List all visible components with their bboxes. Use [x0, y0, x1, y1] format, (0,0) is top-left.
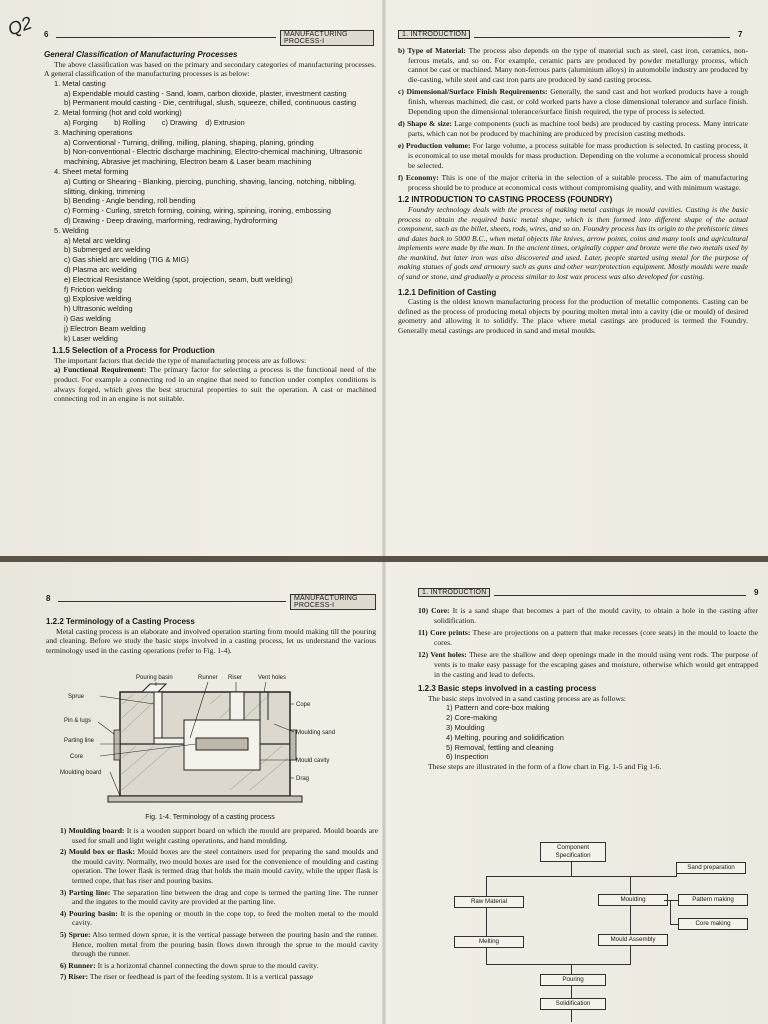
term-label: 2) Mould box or flask:	[60, 847, 135, 857]
term-label: 5) Sprue:	[60, 929, 91, 939]
factor-text: The process also depends on the type of material such as steel, cast iron, ceramics, non-ferrous metals, and so on. For example, ceramic parts are produced by powder metallurgy process, which cannot be cast or machined. Many non-ferrous parts (aluminium alloys) in automobile industry are produced by die-casting, while steel and cast iron parts are produced by sand casting process.	[408, 46, 749, 84]
casting-terminology-figure	[60, 674, 360, 814]
header-rule	[494, 595, 746, 596]
label-sprue: Sprue	[68, 694, 85, 700]
label-moulding-sand: Moulding sand	[296, 730, 336, 736]
list-item: a) Cutting or Shearing - Blanking, piercing, punching, shaving, lancing, notching, nibbling, slitting, dinking, trimming	[64, 176, 357, 196]
step-item: 4) Melting, pouring and solidification	[446, 732, 564, 742]
fc-mould-assembly: Mould Assembly	[598, 934, 668, 946]
section-heading: 1.2.2 Terminology of a Casting Process	[46, 617, 195, 626]
fc-connector	[486, 876, 487, 896]
fc-connector	[486, 908, 487, 936]
list-item: f) Friction welding	[64, 284, 122, 294]
list-item: 5. Welding	[54, 225, 89, 235]
label-mould-cavity: Mould cavity	[296, 758, 330, 764]
label-vent-holes: Vent holes	[258, 675, 287, 681]
fc-connector	[571, 862, 572, 876]
header-rule	[56, 37, 276, 38]
list-item: h) Ultrasonic welding	[64, 304, 133, 314]
list-item: k) Laser welding	[64, 333, 118, 343]
intro-paragraph: Metal casting process is an elaborate and involved operation starting from mould making till the pouring and cleaning. Before we study the basic steps involved in a casting process, let us understand the various terminology used in the casting operations (refer to Fig. 1-4).	[46, 626, 376, 655]
term-text: These are the shallow and deep openings made in the mould using vent rods. The purpose of vents is to make easy passage for the escaping gases and moisture, otherwise which would get entrapped in the casting and lead to defects.	[434, 650, 758, 679]
factor-label: c) Dimensional/Surface Finish Requirements:	[398, 87, 548, 97]
factor-text: For large volume, a process suitable for mass production is selected. In casting process, it is economical to use metal moulds for mass production. Depending on the volume a economical process should be selected.	[408, 141, 748, 170]
label-pouring-basin: Pouring basin	[136, 675, 173, 681]
fc-solidification: Solidification	[540, 998, 606, 1010]
fc-connector	[630, 876, 631, 896]
casting-flowchart	[444, 838, 764, 1024]
label-parting-line: Parting line	[64, 738, 95, 744]
header-rule	[58, 601, 286, 602]
list-item: i) Gas welding	[64, 313, 111, 323]
factor-label: b) Type of Material:	[398, 46, 466, 55]
label-riser: Riser	[228, 675, 243, 681]
chapter-tag: 1. INTRODUCTION	[418, 588, 490, 597]
page-6	[0, 0, 384, 556]
fc-connector	[571, 1010, 572, 1022]
term-label: 11) Core prints:	[418, 628, 471, 638]
figure-caption: Fig. 1-4. Terminology of a casting process	[145, 814, 275, 821]
subsection-heading: 1.2.1 Definition of Casting	[398, 287, 497, 297]
steps-intro: The basic steps involved in a sand casting process are as follows:	[428, 693, 627, 703]
page-number: 6	[44, 30, 49, 39]
chapter-tag: 1. INTRODUCTION	[398, 30, 470, 39]
list-item: a) Conventional - Turning, drilling, milling, planing, shaping, planing, grinding	[64, 137, 314, 147]
section-heading: 1.2.3 Basic steps involved in a casting process	[418, 684, 597, 694]
factor-text: Large components (such as machine tool beds) are produced by casting process. Many intricate parts, which can not be produced by machining are produced by precision casting methods.	[408, 119, 749, 138]
factor-text: The primary factor for selecting a process is the functional need of the product. For example a connecting rod in an engine that need to function under complex conditions is always forged, which gives the best structural properties to suit the operation. A cast or machined connecting rod in an engine is not suitable.	[54, 365, 376, 404]
fc-pouring: Pouring	[540, 974, 606, 986]
label-pin-lugs: Pin & lugs	[64, 718, 92, 724]
term-label: 1) Moulding board:	[60, 826, 125, 835]
list-item: a) Expendable mould casting - Sand, loam, carbon dioxide, plaster, investment casting	[64, 88, 347, 98]
chapter-tag: MANUFACTURING PROCESS-I	[280, 30, 374, 46]
moulding-board-shape	[108, 796, 302, 802]
term-paragraph	[60, 847, 378, 885]
list-item: c) Forming - Curling, stretch forming, coining, wiring, spinning, ironing, embossing	[64, 206, 331, 216]
fc-connector	[670, 900, 671, 924]
term-label: 6) Runner:	[60, 960, 96, 970]
term-label: 10) Core:	[418, 606, 450, 615]
label-core: Core	[70, 754, 84, 760]
steps-list	[418, 703, 758, 762]
page-6-body	[44, 50, 376, 404]
handwritten-mark: Q2	[5, 12, 35, 40]
fc-connector	[486, 964, 631, 965]
fc-pattern-making: Pattern making	[678, 894, 748, 906]
page-number: 9	[754, 588, 759, 597]
page-8-terms	[60, 826, 378, 984]
page-7	[384, 0, 768, 556]
chapter-tag: MANUFACTURING PROCESS-I	[290, 594, 376, 610]
list-item: b) Non-conventional - Electric discharge machining, Electro-chemical machining, Ultrasonic machining, Abrasive jet machining, Electron beam & Laser beam machining	[64, 147, 363, 167]
page-number: 8	[46, 594, 51, 603]
subsection-heading: 1.1.5 Selection of a Process for Production	[52, 346, 215, 356]
list-item: d) Plasma arc welding	[64, 264, 137, 274]
fc-connector	[486, 876, 676, 877]
factor-paragraph	[398, 46, 748, 84]
term-text: The separation line between the drag and cope is termed the parting line. The runner and the ingates to the mould cavity are provided at the parting line.	[72, 887, 379, 907]
fc-connector	[630, 906, 631, 936]
fc-melting: Melting	[454, 936, 524, 948]
factor-paragraph	[398, 173, 748, 192]
section-heading: 1.2 INTRODUCTION TO CASTING PROCESS (FOUNDRY)	[398, 195, 613, 205]
list-item: 4. Sheet metal forming	[54, 166, 129, 176]
pin-lug-shape	[114, 730, 120, 760]
fc-moulding: Moulding	[598, 894, 668, 906]
sprue-shape	[154, 692, 162, 744]
term-paragraph	[418, 606, 758, 625]
list-item: b) Permanent mould casting - Die, centrifugal, slush, squeeze, chilled, continuous casting	[64, 98, 357, 108]
term-text: Also termed down sprue, it is the vertical passage between the pouring basin and the runner. Hence, molten metal from the pouring basin flows down through the sprue to the mould cavity through the runner.	[72, 929, 378, 959]
factor-paragraph	[44, 365, 376, 403]
term-label: 4) Pouring basin:	[60, 908, 118, 918]
factor-label: e) Production volume:	[398, 141, 471, 151]
fc-connector	[486, 948, 487, 964]
list-item: d) Drawing - Deep drawing, marforming, redrawing, hydroforming	[64, 215, 278, 225]
fc-connector	[670, 924, 678, 925]
term-paragraph	[60, 972, 378, 982]
term-text: It is the opening or mouth in the cope top, to feed the molten metal to the mould cavity.	[72, 908, 378, 928]
fc-connector	[571, 986, 572, 998]
page-8-body	[46, 614, 376, 655]
term-text: Mould boxes are the steel containers used for preparing the sand moulds and the mould cavity. Normally, two mould boxes are used for the convenience of moulding and casting operation. The lower flask is termed drag that holds the main mould cavity, while the upper flask is termed cope, that has riser and pouring basins.	[72, 847, 378, 885]
step-item: 5) Removal, fettling and cleaning	[446, 742, 554, 752]
term-text: The riser or feedhead is part of the feeding system. It is a vertical passage	[89, 972, 314, 982]
label-drag: Drag	[296, 776, 310, 782]
factor-label: a) Functional Requirement:	[54, 365, 147, 375]
step-item: 2) Core-making	[446, 713, 497, 723]
step-item: 6) Inspection	[446, 752, 489, 762]
term-paragraph	[60, 930, 378, 959]
term-paragraph	[60, 826, 378, 845]
list-item: j) Electron Beam welding	[64, 323, 146, 333]
term-label: 3) Parting line:	[60, 887, 111, 897]
list-item: b) Submerged arc welding	[64, 245, 151, 255]
factor-text: Generally, the sand cast and hot worked products have a rough finish, whereas machined, die cast, or cold worked parts have a close dimensional tolerance and surface finish. Depending upon the dimensional tolerance/surface finish required, the type of process is selected.	[408, 87, 748, 116]
page-header	[398, 28, 748, 42]
factor-text: This is one of the major criteria in the selection of a suitable process. The aim of manufacturing process should be to produce at economical costs without compromising quality, and with minimum wastage.	[408, 173, 748, 192]
page-8	[0, 562, 384, 1024]
factor-paragraph	[398, 119, 748, 138]
term-paragraph	[418, 628, 758, 647]
page-7-body	[398, 46, 748, 336]
pouring-basin-shape	[142, 684, 166, 692]
label-moulding-board: Moulding board	[60, 770, 102, 776]
step-item: 3) Moulding	[446, 722, 485, 732]
bottom-spread	[0, 562, 768, 1024]
term-paragraph	[60, 888, 378, 907]
definition-paragraph: Casting is the oldest known manufacturing process for the production of metallic components. Casting can be defined as the process of producing metal objects by pouring molten metal into a cavity (die or mould) of desired geometry and allowing it to solidify. The place where metal castings are produced is termed the Foundry. Generally metal castings are produced in sand and metal moulds.	[398, 297, 748, 336]
list-item: g) Explosive welding	[64, 294, 132, 304]
page-9-body	[418, 606, 758, 772]
list-item: 1. Metal casting	[54, 78, 106, 88]
page-header	[44, 28, 374, 45]
term-paragraph	[418, 650, 758, 679]
term-paragraph	[60, 961, 378, 971]
factor-label: d) Shape & size:	[398, 119, 452, 129]
fc-connector	[571, 964, 572, 974]
label-cope: Cope	[296, 702, 311, 708]
fc-sand-preparation: Sand preparation	[676, 862, 746, 874]
factor-paragraph	[398, 87, 748, 116]
fc-connector	[664, 900, 678, 901]
fc-component-spec: Component Specification	[540, 842, 606, 862]
list-item: e) Electrical Resistance Welding (spot, projection, seam, butt welding)	[64, 274, 293, 284]
list-item: 2. Metal forming (hot and cold working)	[54, 108, 182, 118]
fc-connector	[630, 946, 631, 964]
list-item: a) Metal arc welding	[64, 235, 131, 245]
list-item: 3. Machining operations	[54, 127, 133, 137]
term-paragraph	[60, 909, 378, 928]
page-number: 7	[738, 30, 743, 39]
term-text: These are projections on a pattern that make recesses (core seats) in the mould to loacte the cores.	[434, 628, 759, 647]
section-paragraph: Foundry technology deals with the process of making metal castings in mould cavities. Casting is the basic process to obtain the required basic metal shape, which is then formed into different shape of the actual component, such as the billet, sheets, rods, wires, and so on. Foundry process has its origin to the prehistoric times and dates back to 5000 B.C., when metal objects like knives, arrow points, coins and many tools and agricultural implements were made by the man. In the ancient times, originally copper and bronze were the two metals used by the mankind, but later iron was also discovered and used. Later, people started using metal for the purpose of making statues of gods and armoury such as guns and other war/protection equipment. Mostly moulds were made of sand or stone, and gradually a process similar to lost wax process was also developed for casting.	[398, 204, 748, 282]
term-label: 12) Vent holes:	[418, 650, 467, 660]
classification-list	[44, 79, 376, 344]
label-runner: Runner	[198, 675, 218, 681]
fc-raw-material: Raw Material	[454, 896, 524, 908]
intro-paragraph: The above classification was based on the primary and secondary categories of manufacturing processes. A general classification of the manufacturing processes is as below:	[44, 59, 376, 79]
factor-paragraph	[398, 141, 748, 170]
list-item: a) Forging b) Rolling c) Drawing d) Extrusion	[64, 117, 245, 127]
term-text: It is a wooden support board on which the mould are prepared. Mould boards are used for small and light weight casting operations, and hand moulding.	[72, 826, 378, 845]
core-shape	[196, 738, 248, 750]
subsection-intro: The important factors that decide the type of manufacturing process are as follows:	[54, 355, 307, 365]
fc-core-making: Core making	[678, 918, 748, 930]
page-9	[384, 562, 768, 1024]
term-text: It is a horizontal channel connecting the down sprue to the mould cavity.	[97, 960, 319, 970]
step-item: 1) Pattern and core-box making	[446, 703, 550, 713]
page-header	[46, 592, 376, 609]
list-item: b) Bending - Angle bending, roll bending	[64, 196, 196, 206]
factor-label: f) Economy:	[398, 173, 439, 183]
chart-intro: These steps are illustrated in the form of a flow chart in Fig. 1-5 and Fig 1-6.	[428, 762, 662, 772]
header-rule	[474, 37, 730, 38]
list-item: c) Gas shield arc welding (TIG & MIG)	[64, 255, 189, 265]
term-label: 7) Riser:	[60, 972, 89, 982]
page-header	[418, 586, 764, 600]
term-text: It is a sand shape that becomes a part of the mould cavity, to obtain a hole in the casting after solidification.	[434, 606, 758, 625]
section-heading: General Classification of Manufacturing Processes	[44, 50, 238, 59]
